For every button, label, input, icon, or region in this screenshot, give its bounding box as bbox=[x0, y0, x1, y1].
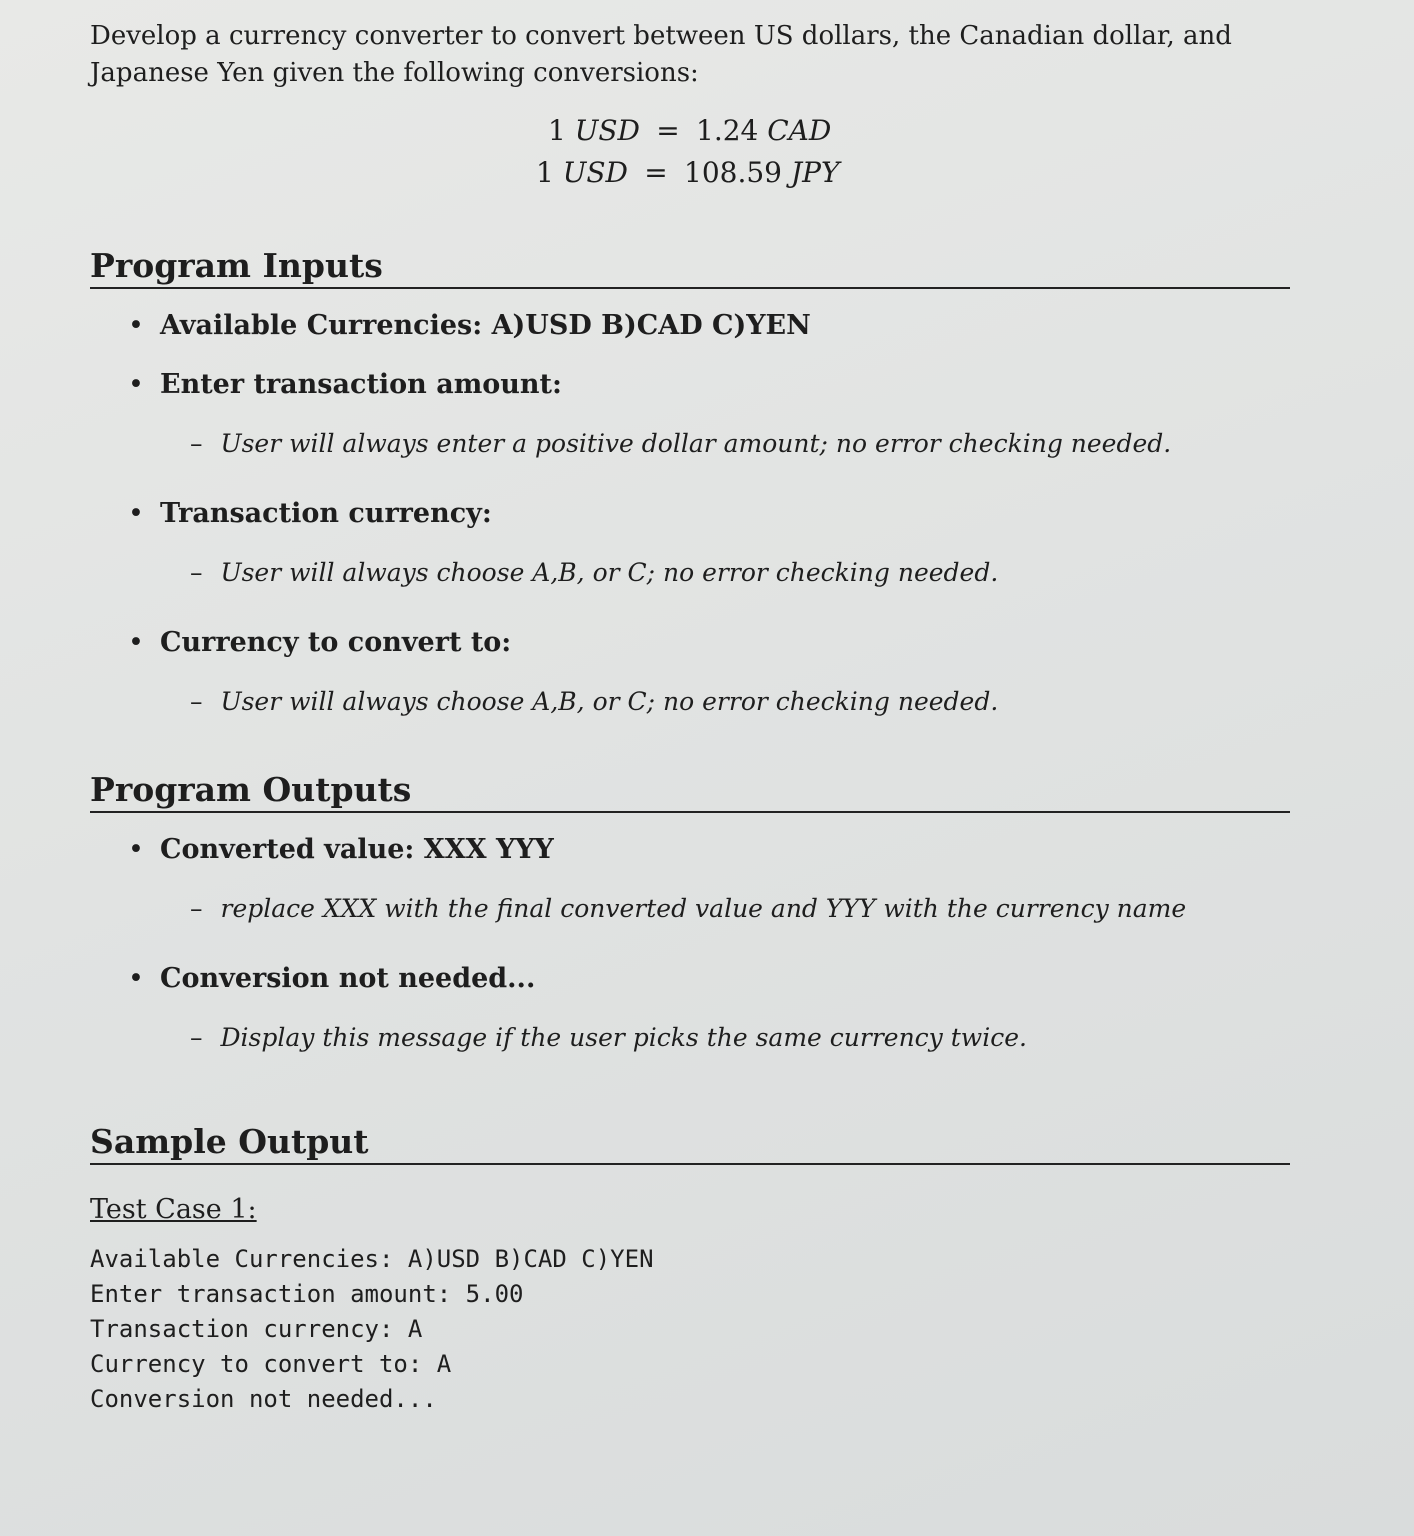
conversion-usd-jpy: 1 USD = 108.59 JPY bbox=[536, 156, 840, 189]
list-item: • Currency to convert to: bbox=[132, 627, 511, 658]
list-subitem: – User will always choose A,B, or C; no error checking needed. bbox=[190, 687, 998, 716]
conversion-usd-cad: 1 USD = 1.24 CAD bbox=[548, 114, 832, 147]
list-subitem: – User will always enter a positive dollar amount; no error checking needed. bbox=[190, 429, 1171, 458]
list-item: • Available Currencies: A)USD B)CAD C)YEN bbox=[132, 310, 811, 341]
list-subitem: – User will always choose A,B, or C; no error checking needed. bbox=[190, 558, 998, 587]
document-page bbox=[90, 18, 1290, 1413]
section-title: Sample Output bbox=[90, 1122, 1290, 1165]
program-outputs-section bbox=[90, 770, 1290, 1052]
list-subitem: – replace XXX with the final converted value and YYY with the currency name bbox=[190, 894, 1186, 923]
list-item: • Conversion not needed... bbox=[132, 963, 535, 994]
section-title: Program Inputs bbox=[90, 246, 1290, 289]
console-line: Transaction currency: A bbox=[90, 1315, 423, 1343]
console-line: Enter transaction amount: 5.00 bbox=[90, 1280, 524, 1308]
console-line: Available Currencies: A)USD B)CAD C)YEN bbox=[90, 1245, 654, 1273]
console-line: Conversion not needed... bbox=[90, 1385, 437, 1413]
sample-console-output bbox=[90, 1242, 654, 1417]
sample-output-section bbox=[90, 1122, 1290, 1413]
section-title: Program Outputs bbox=[90, 770, 1290, 813]
program-inputs-section bbox=[90, 246, 1290, 716]
list-item: • Converted value: XXX YYY bbox=[132, 834, 554, 865]
list-subitem: – Display this message if the user picks the same currency twice. bbox=[190, 1023, 1027, 1052]
list-item: • Transaction currency: bbox=[132, 498, 492, 529]
test-case-title: Test Case 1: bbox=[90, 1194, 257, 1225]
console-line: Currency to convert to: A bbox=[90, 1350, 452, 1378]
list-item: • Enter transaction amount: bbox=[132, 369, 562, 400]
intro-paragraph: Develop a currency converter to convert between US dollars, the Canadian dollar, and Japanese Yen given the following conversions: bbox=[90, 21, 1232, 88]
